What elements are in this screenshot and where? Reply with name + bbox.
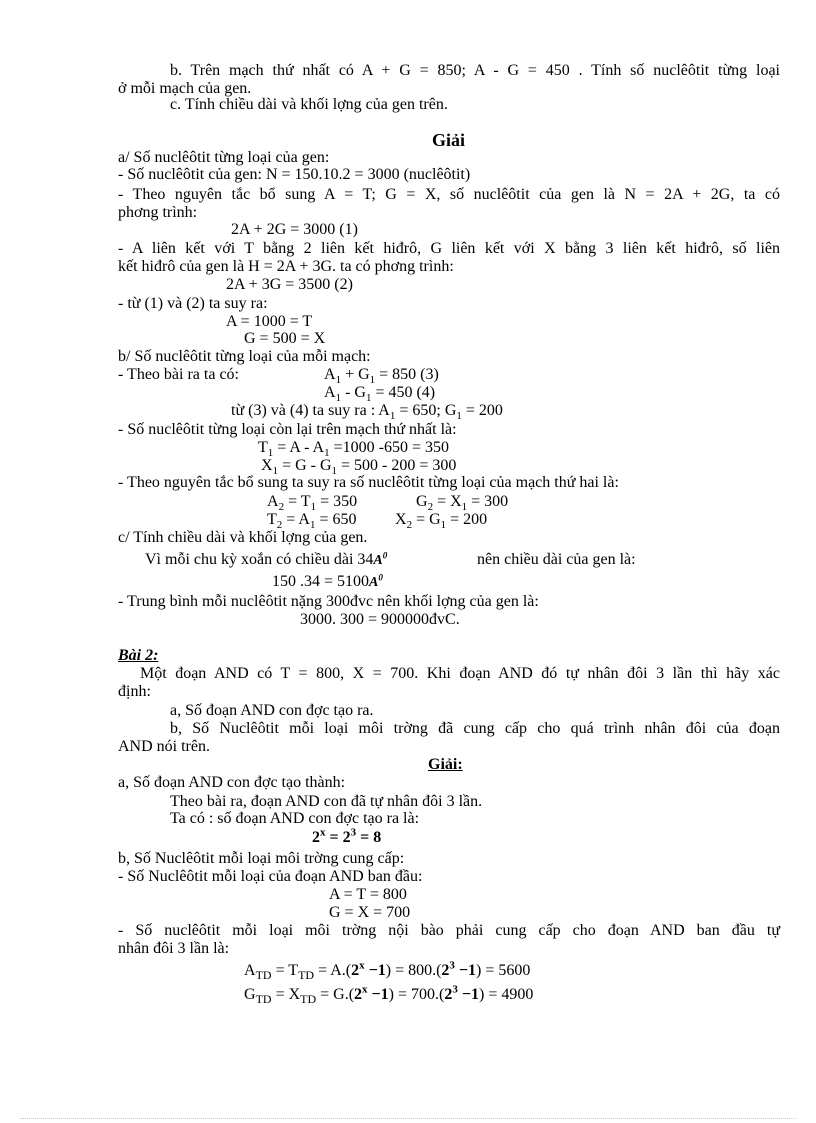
equation-2: 2A + 3G = 3500 (2)	[226, 276, 353, 293]
equation-a2: $A_2 = T_1 = 350$	[267, 493, 358, 514]
length-equation: 150 $.34 = 5100A^0$	[272, 572, 383, 590]
angstrom-symbol: $A^0$	[373, 550, 388, 568]
exercise-2-b-line1: - Số Nuclêôtit mỗi loại của đoạn AND ban đầu:	[118, 868, 423, 885]
exercise-2-b-title: b, Số Nuclêôtit mỗi loại môi trờng cung cấp:	[118, 850, 405, 867]
equation-3: $A_1 + G_1 = 850$ (3)	[324, 366, 439, 387]
exercise-2-question-b: b, Số Nuclêôtit mỗi loại môi trờng đã cung cấp cho quá trình nhân đôi của đoạn	[170, 720, 780, 737]
exercise-2-title: Bài 2:	[118, 647, 159, 664]
question-b-cont: ở mỗi mạch của gen.	[118, 80, 252, 97]
exercise-2-a-line1: Theo bài ra, đoạn AND con đã tự nhân đôi 3 lần.	[170, 793, 483, 810]
section-c-line1: Vì mỗi chu kỳ xoắn có chiều dài $34A^0$	[145, 550, 388, 568]
exercise-2-a-line2: Ta có : số đoạn AND con đợc tạo ra là:	[170, 810, 420, 827]
question-b: b. Trên mạch thứ nhất có A + G = 850; A - G = 450 . Tính số nuclêôtit từng loại	[170, 62, 780, 79]
page-footer-rule	[20, 1118, 796, 1119]
section-c-line3: - Trung bình mỗi nuclêôtit nặng 300đvc nên khối lợng của gen là:	[118, 593, 539, 610]
section-c-line1-cont: nên chiều dài của gen là:	[477, 551, 636, 568]
exercise-2-solution-heading: Giải:	[428, 756, 463, 773]
exercise-2-question-b-cont: AND nói trên.	[118, 738, 210, 755]
equation-g: G = 500 = X	[244, 330, 326, 347]
section-b-title: b/ Số nuclêôtit từng loại của mỗi mạch:	[118, 348, 371, 365]
section-a-line2-cont: phơng trình:	[118, 204, 198, 221]
equation-g2: $G_2 = X_1 = 300$	[416, 493, 509, 514]
section-a-title: a/ Số nuclêôtit từng loại của gen:	[118, 149, 330, 166]
equation-x2: $X_2 = G_1 = 200$	[395, 511, 488, 532]
section-a-line4: - từ (1) và (2) ta suy ra:	[118, 295, 268, 312]
section-a-line2: - Theo nguyên tắc bổ sung A = T; G = X, số nuclêôtit của gen là N = 2A + 2G, ta có	[118, 186, 780, 203]
formula-g-td: $G_{TD} = X_{TD} = G.(2^x -1) = 700.(2^3 -1) = 4900$	[244, 983, 534, 1007]
formula-a-td: $A_{TD} = T_{TD} = A.(2^x -1) = 800.(2^3 -1) = 5600$	[244, 959, 531, 983]
section-c-title: c/ Tính chiều dài và khối lợng của gen.	[118, 529, 368, 546]
exercise-2-b-line2: - Số nuclêôtit mỗi loại môi trờng nội bào phải cung cấp cho đoạn AND ban đầu tự	[118, 922, 780, 939]
section-a-line3-cont: kết hiđrô của gen là H = 2A + 3G. ta có phơng trình:	[118, 258, 454, 275]
mass-equation: 3000. 300 = 900000đvC.	[300, 611, 460, 628]
equation-t1: $T_1 = A - A_1 =1000$ -650 = 350	[258, 439, 449, 460]
equation-4: $A_1 - G_1 = 450$ (4)	[324, 384, 436, 405]
question-c: c. Tính chiều dài và khối lợng của gen trên.	[170, 96, 448, 113]
equation-x1: $X_1 = G - G_1 = 500 - 200 = 300$	[261, 457, 457, 478]
exercise-2-intro: Một đoạn AND có T = 800, X = 700. Khi đoạn AND đó tự nhân đôi 3 lần thì hãy xác	[140, 665, 780, 682]
exercise-2-b-eq2: G = X = 700	[329, 904, 411, 921]
equation-a: A = 1000 = T	[226, 313, 313, 330]
section-b-line1: - Theo bài ra ta có:	[118, 366, 239, 383]
section-b-line5: - Theo nguyên tắc bổ sung ta suy ra số nuclêôtit từng loại của mạch thứ hai là:	[118, 474, 619, 491]
section-b-line4: - Số nuclêôtit từng loại còn lại trên mạch thứ nhất là:	[118, 421, 457, 438]
solution-heading: Giải	[432, 130, 466, 150]
exercise-2-b-eq1: A = T = 800	[329, 886, 407, 903]
equation-derive: từ (3) và (4) ta suy ra : $A_1 = 650$; $G_1 = 200$	[231, 402, 503, 423]
equation-1: 2A + 2G = 3000 (1)	[231, 221, 358, 238]
exercise-2-b-line2-cont: nhân đôi 3 lần là:	[118, 940, 230, 957]
section-a-line3: - A liên kết với T bằng 2 liên kết hiđrô, G liên kết với X bằng 3 liên kết hiđrô, số liên	[118, 240, 780, 257]
exercise-2-question-a: a, Số đoạn AND con đợc tạo ra.	[170, 702, 374, 719]
section-a-line1: - Số nuclêôtit của gen: N = 150.10.2 = 3000 (nuclêôtit)	[118, 166, 471, 183]
angstrom-symbol: $A^0$	[369, 572, 383, 590]
exercise-2-a-title: a, Số đoạn AND con đợc tạo thành:	[118, 774, 346, 791]
equation-t2: $T_2 = A_1 = 650$	[267, 511, 357, 532]
exercise-2-intro-cont: định:	[118, 683, 151, 700]
exercise-2-a-equation: $2^x = 2^3 = 8$	[312, 826, 382, 846]
